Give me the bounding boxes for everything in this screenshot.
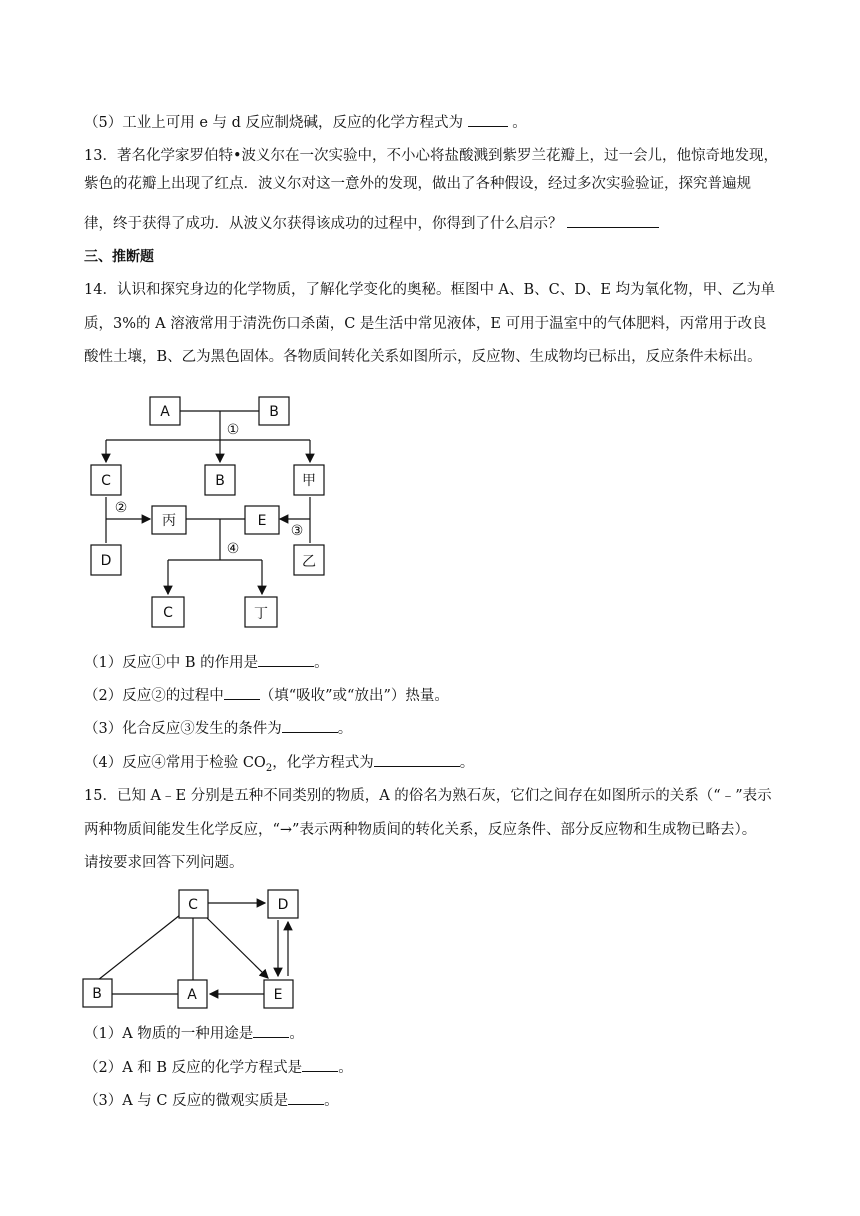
section-title: 三、推断题 [84,249,154,265]
q15-line3: 请按要求回答下列问题。 [84,855,244,871]
q13-line1: 13．著名化学家罗伯特•波义尔在一次实验中，不小心将盐酸溅到紫罗兰花瓣上，过一会儿，他惊奇地发现， [84,148,778,164]
q13-line2: 紫色的花瓣上出现了红点．波义尔对这一意外的发现，做出了各种假设，经过多次实验验证，探究普遍规 [84,176,751,192]
q15-line2: 两种物质间能发生化学反应，“→”表示两种物质间的转化关系，反应条件、部分反应物和生成物已略去）。 [84,822,757,838]
q15-label-D: D [277,897,289,913]
label-B: B [269,404,279,420]
q14-sub1: （1）反应①中 B 的作用是 。 [84,652,329,674]
q15-label-B: B [92,986,102,1002]
reaction-3-label: ③ [290,523,304,539]
answer-blank[interactable] [374,752,460,767]
q15-sub2: （2）A 和 B 反应的化学方程式是 。 [84,1057,353,1079]
label-bing: 丙 [162,513,176,529]
q15-label-A: A [187,987,197,1003]
q14-line1: 14．认识和探究身边的化学物质，了解化学变化的奥秘。框图中 A、B、C、D、E 均为氧化物，甲、乙为单 [84,282,776,298]
label-D: D [100,553,112,569]
reaction-1-label: ① [226,422,240,438]
q14-line3: 酸性土壤，B、乙为黑色固体。各物质间转化关系如图所示，反应物、生成物均已标出，反应条件未标出。 [84,349,762,365]
label-C2: C [163,605,173,621]
q14-sub4: （4）反应④常用于检验 $CO_2$，化学方程式为 。 [84,752,474,780]
label-C: C [101,473,111,489]
answer-blank[interactable] [224,685,260,700]
q14-line2: 质，3%的 A 溶液常用于清洗伤口杀菌，C 是生活中常见液体，E 可用于温室中的气体肥料，丙常用于改良 [84,316,767,332]
answer-blank[interactable] [258,652,314,667]
answer-blank[interactable] [282,718,338,733]
label-ding: 丁 [254,606,268,622]
label-E: E [257,513,267,529]
q14-sub3: （3）化合反应③发生的条件为 。 [84,718,352,740]
q15-sub1: （1）A 物质的一种用途是 。 [84,1023,304,1045]
label-A: A [160,404,170,420]
answer-blank[interactable] [288,1090,324,1105]
reaction-4-label: ④ [226,541,240,557]
answer-blank[interactable] [253,1023,289,1038]
answer-blank[interactable] [302,1057,338,1072]
label-B2: B [215,473,225,489]
reaction-2-label: ② [114,500,128,516]
q14-sub2: （2）反应②的过程中 （填“吸收”或“放出”）热量。 [84,685,449,707]
q12-part5: （5）工业上可用 e 与 d 反应制烧碱，反应的化学方程式为 。 [84,112,527,134]
label-jia: 甲 [302,473,316,489]
q15-sub3: （3）A 与 C 反应的微观实质是 。 [84,1090,339,1112]
q15-line1: 15．已知 A﹣E 分别是五种不同类别的物质，A 的俗名为熟石灰，它们之间存在如图所示的关系（“﹣”表示 [84,788,772,804]
q15-label-C: C [188,897,198,913]
q15-label-E: E [273,987,283,1003]
label-yi: 乙 [302,554,316,570]
q13-line3: 律，终于获得了成功．从波义尔获得该成功的过程中，你得到了什么启示？ [84,213,659,235]
